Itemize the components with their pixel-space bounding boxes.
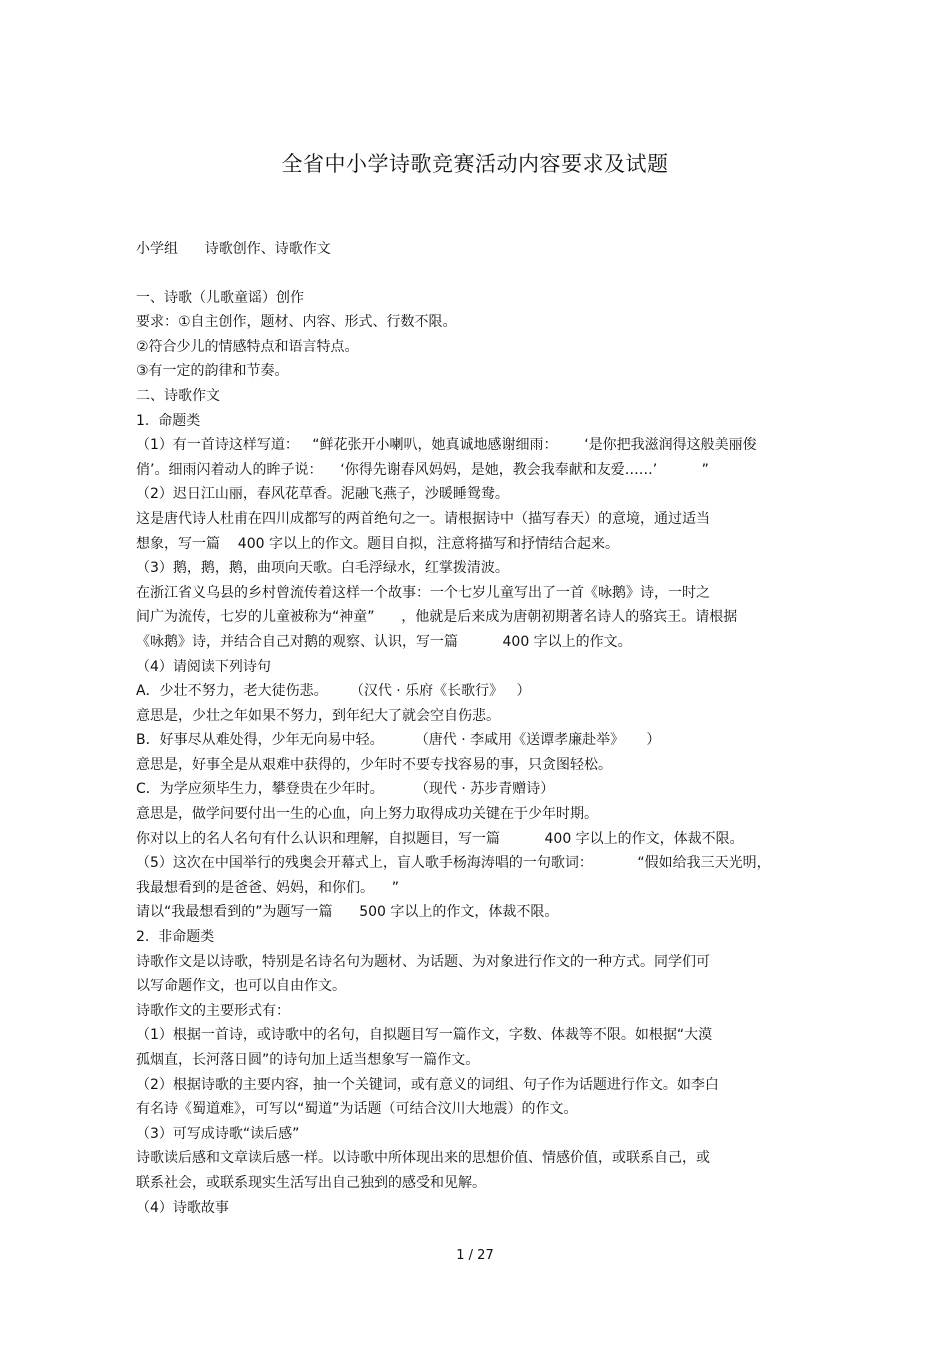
- text-line: 你对以上的名人名句有什么认识和理解，自拟题目，写一篇 400 字以上的作文，体裁不限。: [136, 830, 744, 847]
- text-line: 意思是，少壮之年如果不努力，到年纪大了就会空自伤悲。: [136, 707, 500, 724]
- subsection-heading: 2. 非命题类: [136, 929, 215, 946]
- text-line: （4）请阅读下列诗句: [136, 658, 271, 675]
- section-heading: 二、诗歌作文: [136, 387, 220, 404]
- text-line: 俏’。细雨闪着动人的眸子说： ‘你得先谢春风妈妈，是她，教会我奉献和友爱……’ ”: [136, 461, 709, 478]
- text-line: （1）根据一首诗，或诗歌中的名句，自拟题目写一篇作文，字数、体裁等不限。如根据“大漠: [136, 1027, 713, 1044]
- text-line: 我最想看到的是爸爸、妈妈，和你们。 ”: [136, 879, 400, 896]
- text-line: 在浙江省义乌县的乡村曾流传着这样一个故事：一个七岁儿童写出了一首《咏鹅》诗，一时之: [136, 584, 710, 601]
- section-heading: 一、诗歌（儿歌童谣）创作: [136, 289, 304, 306]
- text-line: 意思是，好事全是从艰难中获得的，少年时不要专找容易的事，只贪图轻松。: [136, 756, 612, 773]
- text-line: 这是唐代诗人杜甫在四川成都写的两首绝句之一。请根据诗中（描写春天）的意境，通过适当: [136, 510, 710, 527]
- text-line: ③有一定的韵律和节奏。: [136, 363, 289, 380]
- text-line: 间广为流传，七岁的儿童被称为“神童” ，他就是后来成为唐朝初期著名诗人的骆宾王。请根据: [136, 609, 738, 626]
- text-line: 请以“我最想看到的”为题写一篇 500 字以上的作文，体裁不限。: [136, 904, 559, 921]
- text-line: C．为学应须毕生力，攀登贵在少年时。 （现代 · 苏步青赠诗）: [136, 781, 555, 798]
- text-line: 有名诗《蜀道难》，可写以“蜀道”为话题（可结合汶川大地震）的作文。: [136, 1101, 578, 1118]
- text-line: 诗歌作文是以诗歌，特别是名诗名句为题材、为话题、为对象进行作文的一种方式。同学们可: [136, 953, 710, 970]
- text-line: （3）可写成诗歌“读后感”: [136, 1125, 300, 1142]
- text-line: （1）有一首诗这样写道： “鲜花张开小喇叭，她真诚地感谢细雨： ‘是你把我滋润得这般美丽俊: [136, 437, 757, 454]
- document-body: [136, 237, 826, 1220]
- page-number: 1 / 27: [456, 1248, 494, 1263]
- subsection-heading: 1. 命题类: [136, 412, 201, 429]
- text-line: A．少壮不努力，老大徒伤悲。 （汉代 · 乐府《长歌行》 ）: [136, 683, 531, 700]
- text-line: 想象，写一篇 400 字以上的作文。题目自拟，注意将描写和抒情结合起来。: [136, 535, 619, 552]
- spacer: [136, 262, 826, 286]
- text-line: B．好事尽从难处得，少年无向易中轻。 （唐代 · 李咸用《送谭孝廉赴举》 ）: [136, 732, 661, 749]
- text-line: （5）这次在中国举行的残奥会开幕式上，盲人歌手杨海涛唱的一句歌词： “假如给我三天光明，: [136, 855, 771, 872]
- text-line: 《咏鹅》诗，并结合自己对鹅的观察、认识，写一篇 400 字以上的作文。: [136, 633, 632, 650]
- section-heading-primary-group: 小学组 诗歌创作、诗歌作文: [136, 241, 331, 257]
- text-line: 孤烟直，长河落日圆”的诗句加上适当想象写一篇作文。: [136, 1052, 480, 1068]
- text-line: 诗歌读后感和文章读后感一样。以诗歌中所体现出来的思想价值、情感价值，或联系自己，或: [136, 1150, 710, 1167]
- text-line: （2）迟日江山丽，春风花草香。泥融飞燕子，沙暖睡鸳鸯。: [136, 486, 509, 503]
- text-line: 意思是，做学问要付出一生的心血，向上努力取得成功关键在于少年时期。: [136, 806, 598, 823]
- text-line: ②符合少儿的情感特点和语言特点。: [136, 338, 359, 355]
- document-title: 全省中小学诗歌竞赛活动内容要求及试题: [281, 152, 669, 176]
- text-line: （3）鹅，鹅，鹅，曲项向天歌。白毛浮绿水，红掌拨清波。: [136, 560, 509, 577]
- text-line: （4）诗歌故事: [136, 1199, 229, 1216]
- text-line: 要求：①自主创作，题材、内容、形式、行数不限。: [136, 314, 457, 331]
- text-line: （2）根据诗歌的主要内容，抽一个关键词，或有意义的词组、句子作为话题进行作文。如李白: [136, 1076, 719, 1093]
- text-line: 诗歌作文的主要形式有：: [136, 1002, 290, 1019]
- text-line: 以写命题作文，也可以自由作文。: [136, 978, 346, 995]
- text-line: 联系社会，或联系现实生活写出自己独到的感受和见解。: [136, 1174, 486, 1191]
